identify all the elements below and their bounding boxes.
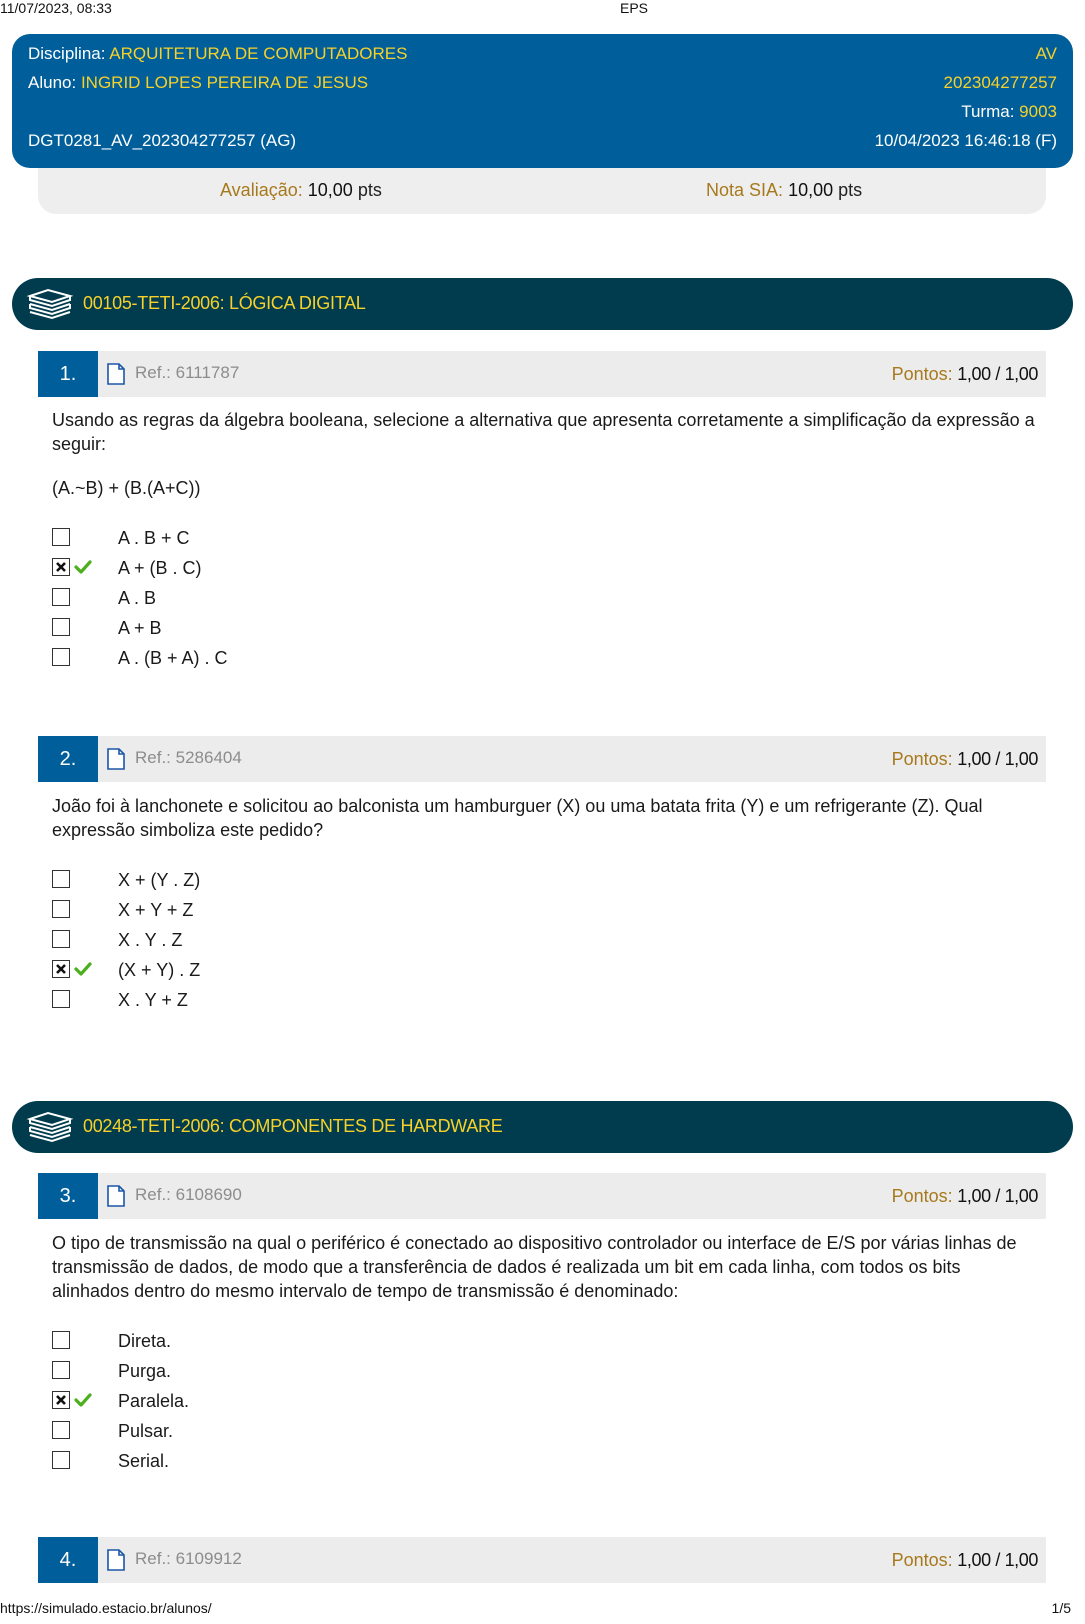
- score-bar: [38, 168, 1046, 214]
- question-ref: Ref.: 6109912: [135, 1549, 242, 1568]
- print-url[interactable]: https://simulado.estacio.br/alunos/: [0, 1600, 212, 1616]
- avaliacao-value: 10,00: [307, 180, 353, 200]
- print-datetime: 11/07/2023, 08:33: [0, 0, 112, 16]
- avaliacao-score: [220, 180, 382, 201]
- turma-label: Turma:: [961, 102, 1015, 121]
- question-points: [892, 364, 1038, 385]
- points-max: 1,00: [1004, 749, 1038, 769]
- option-text: (X + Y) . Z: [118, 960, 201, 980]
- option-text: Serial.: [118, 1451, 170, 1471]
- points-label: Pontos:: [891, 1550, 953, 1570]
- option-text: Pulsar.: [118, 1421, 174, 1441]
- aluno-value: INGRID LOPES PEREIRA DE JESUS: [80, 73, 369, 92]
- exam-code: DGT0281_AV_202304277257 (AG): [28, 131, 297, 150]
- option-text: A . (B + A) . C: [118, 648, 228, 668]
- checked-checkbox[interactable]: [52, 960, 70, 978]
- document-icon: [106, 1549, 126, 1576]
- points-max: 1,00: [1004, 1550, 1038, 1570]
- question-header: [38, 736, 1046, 782]
- question-header: [38, 1537, 1046, 1583]
- disciplina-label: Disciplina:: [28, 44, 106, 63]
- points-separator: /: [995, 749, 1000, 769]
- correct-check-icon: [74, 559, 92, 580]
- question-number: 4.: [38, 1537, 98, 1583]
- points-separator: /: [995, 364, 1000, 384]
- points-separator: /: [995, 1550, 1000, 1570]
- answer-option[interactable]: [52, 526, 652, 556]
- answer-option[interactable]: [52, 1329, 652, 1359]
- option-text: X + Y + Z: [118, 900, 194, 920]
- aluno-label: Aluno:: [28, 73, 77, 92]
- question-number: 2.: [38, 736, 98, 782]
- answer-option[interactable]: [52, 646, 652, 676]
- checked-checkbox[interactable]: [52, 1391, 70, 1409]
- aluno-line: [28, 73, 368, 93]
- option-text: Purga.: [118, 1361, 172, 1381]
- checkbox[interactable]: [52, 900, 70, 918]
- option-text: Direta.: [118, 1331, 172, 1351]
- answer-option[interactable]: [52, 1389, 652, 1419]
- question-points: [892, 1186, 1038, 1207]
- option-text: A + (B . C): [118, 558, 202, 578]
- option-text: Paralela.: [118, 1391, 190, 1411]
- question-text: Usando as regras da álgebra booleana, selecione a alternativa que apresenta corretamente a simplificação da expressão a seguir:: [52, 410, 1035, 454]
- section-header: [12, 1101, 1073, 1153]
- answer-option[interactable]: [52, 868, 652, 898]
- points-value: 1,00: [957, 749, 991, 769]
- books-icon: [26, 284, 74, 327]
- answer-option[interactable]: [52, 1449, 652, 1479]
- checkbox[interactable]: [52, 990, 70, 1008]
- points-separator: /: [995, 1186, 1000, 1206]
- option-text: X . Y + Z: [118, 990, 188, 1010]
- question-points: [892, 749, 1038, 770]
- avaliacao-label: Avaliação:: [220, 180, 303, 200]
- nota-unit: pts: [838, 180, 863, 200]
- avaliacao-unit: pts: [357, 180, 382, 200]
- document-icon: [106, 748, 126, 775]
- answer-option[interactable]: [52, 1359, 652, 1389]
- points-label: Pontos:: [891, 749, 953, 769]
- question-ref: Ref.: 6108690: [135, 1185, 242, 1204]
- nota-sia-score: [706, 180, 862, 201]
- correct-check-icon: [74, 1392, 92, 1413]
- question-points: [892, 1550, 1038, 1571]
- answer-option[interactable]: [52, 1419, 652, 1449]
- checkbox[interactable]: [52, 528, 70, 546]
- question-ref: Ref.: 5286404: [135, 748, 242, 767]
- points-value: 1,00: [957, 1550, 991, 1570]
- turma-line: [961, 102, 1057, 122]
- document-icon: [106, 1185, 126, 1212]
- checkbox[interactable]: [52, 870, 70, 888]
- matricula: 202304277257: [943, 73, 1057, 92]
- answer-option[interactable]: [52, 556, 652, 586]
- books-icon: [26, 1107, 74, 1150]
- print-page-number: 1/5: [1051, 1600, 1071, 1616]
- answer-option[interactable]: [52, 928, 652, 958]
- answer-options: [52, 1329, 652, 1479]
- answer-options: [52, 526, 652, 676]
- nota-value: 10,00: [788, 180, 834, 200]
- checkbox[interactable]: [52, 930, 70, 948]
- section-title: 00248-TETI-2006: COMPONENTES DE HARDWARE: [83, 1116, 503, 1136]
- option-text: A . B + C: [118, 528, 190, 548]
- points-max: 1,00: [1004, 364, 1038, 384]
- exam-date: 10/04/2023 16:46:18 (F): [874, 131, 1057, 150]
- answer-options: [52, 868, 652, 1018]
- turma-value: 9003: [1019, 102, 1057, 121]
- answer-option[interactable]: [52, 958, 652, 988]
- points-label: Pontos:: [891, 364, 953, 384]
- checkbox[interactable]: [52, 1331, 70, 1349]
- answer-option[interactable]: [52, 586, 652, 616]
- correct-check-icon: [74, 961, 92, 982]
- answer-option[interactable]: [52, 616, 652, 646]
- question-header: [38, 351, 1046, 397]
- print-header: [0, 0, 1085, 18]
- option-text: X . Y . Z: [118, 930, 183, 950]
- section-header: [12, 278, 1073, 330]
- checkbox[interactable]: [52, 588, 70, 606]
- disciplina-value: ARQUITETURA DE COMPUTADORES: [109, 44, 408, 63]
- option-text: A . B: [118, 588, 157, 608]
- points-value: 1,00: [957, 364, 991, 384]
- option-text: A + B: [118, 618, 162, 638]
- option-text: X + (Y . Z): [118, 870, 201, 890]
- points-value: 1,00: [957, 1186, 991, 1206]
- points-label: Pontos:: [891, 1186, 953, 1206]
- question-number: 1.: [38, 351, 98, 397]
- checkbox[interactable]: [52, 648, 70, 666]
- question-number: 3.: [38, 1173, 98, 1219]
- exam-type: AV: [1035, 44, 1057, 63]
- checkbox[interactable]: [52, 618, 70, 636]
- checkbox[interactable]: [52, 1421, 70, 1439]
- question-text: O tipo de transmissão na qual o periférico é conectado ao dispositivo controlador ou interface de E/S por várias linhas de transmissão de dados, de modo que a transferência de dados é realizada um bit em cada linha, com todos os bits alinhados dentro do mesmo intervalo de tempo de transmissão é denominado:: [52, 1233, 1017, 1301]
- points-max: 1,00: [1004, 1186, 1038, 1206]
- question-expression: (A.~B) + (B.(A+C)): [52, 478, 201, 498]
- nota-label: Nota SIA:: [706, 180, 784, 200]
- print-title: EPS: [620, 0, 649, 16]
- answer-option[interactable]: [52, 988, 652, 1018]
- question-ref: Ref.: 6111787: [135, 363, 240, 382]
- question-header: [38, 1173, 1046, 1219]
- print-footer: [0, 1600, 1085, 1622]
- answer-option[interactable]: [52, 898, 652, 928]
- question-text: João foi à lanchonete e solicitou ao balconista um hamburguer (X) ou uma batata frita (Y) e um refrigerante (Z). Qual expressão simboliza este pedido?: [52, 796, 983, 840]
- exam-info-box: [12, 34, 1073, 168]
- section-title: 00105-TETI-2006: LÓGICA DIGITAL: [83, 293, 366, 313]
- checkbox[interactable]: [52, 1361, 70, 1379]
- checked-checkbox[interactable]: [52, 558, 70, 576]
- disciplina-line: [28, 44, 407, 64]
- document-icon: [106, 363, 126, 390]
- checkbox[interactable]: [52, 1451, 70, 1469]
